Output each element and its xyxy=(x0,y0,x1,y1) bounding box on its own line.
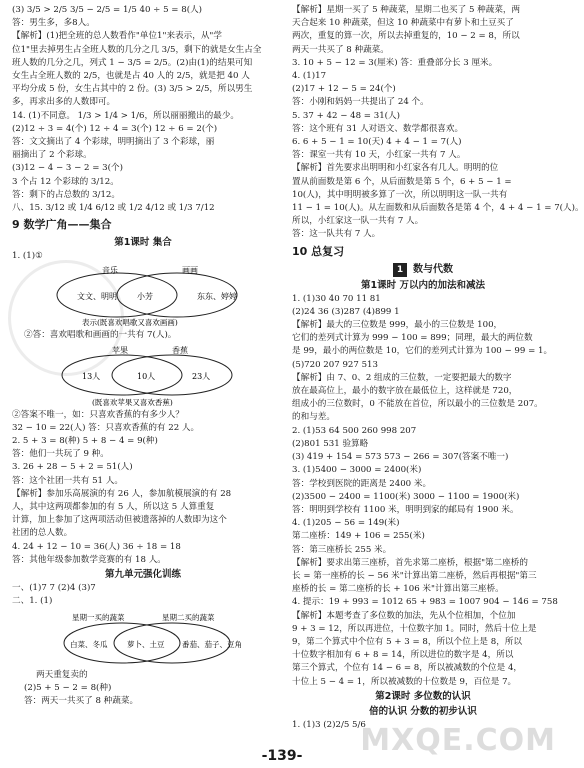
right-text-block-2 xyxy=(292,293,558,689)
text-line: 组成小的三位数时，0 不能放在首位，所以最小的三位数是 207。 xyxy=(292,399,543,410)
venn1-center-items: 小芳 xyxy=(137,292,153,302)
text-line: 答：明明到学校有 1100 米，明明到家的邮局有 1900 米。 xyxy=(292,504,519,515)
text-line: 1. (1)30 40 70 11 81 xyxy=(292,293,381,304)
text-line: 【解析】参加乐高展演的有 26 人，参加航模展演的有 28 xyxy=(12,488,232,499)
left-text-block-2 xyxy=(12,409,274,567)
venn-diagram-vegetables xyxy=(42,611,252,667)
section-10-title: 10 总复习 xyxy=(292,244,345,258)
text-line: 【解析】由 7、0、2 组成的三位数，一定要把最大的数字 xyxy=(292,372,512,383)
text-line: (3)12 − 4 − 3 − 2 = 3(个) xyxy=(12,163,123,174)
text-line: 【解析】(1)把全班的总人数看作"单位1"来表示，从"学 xyxy=(12,31,222,42)
text-line: 【解析】首先要求出明明和小红家各有几人。明明的位 xyxy=(292,163,499,174)
text-line: 3. 10 + 5 − 12 = 3(厘米) 答：重叠部分长 3 厘米。 xyxy=(292,57,498,68)
text-line: 女生占全班人数的 2/5，也就是占 40 人的 2/5，就是把 40 人 xyxy=(12,71,250,82)
venn2-caption: (既喜欢苹果又喜欢香蕉) xyxy=(92,397,173,407)
text-line: 第三个算式，个位有 14 − 6 = 8，所以被减数的个位是 4， xyxy=(292,663,523,674)
text-line: ②答案不唯一，如：只喜欢香蕉的有多少人？ xyxy=(12,409,184,420)
venn1-caption: 表示(既喜欢唱歌又喜欢画画) xyxy=(82,318,178,328)
watermark-logo: MXQE.COM xyxy=(360,723,556,758)
text-line: 八、15. 3/12 或 1/4 6/12 或 1/2 4/12 或 1/3 7/12 xyxy=(12,203,215,214)
venn3-center-items: 萝卜、土豆 xyxy=(127,639,165,649)
text-line: 4. 提示：19 + 993 = 1012 65 + 983 = 1007 904 − 146 = 758 xyxy=(292,597,558,608)
text-line: 32 − 10 = 22(人) 答：只喜欢香蕉的有 22 人。 xyxy=(12,422,200,433)
text-line: 3. (1)5400 − 3000 = 2400(米) xyxy=(292,465,422,476)
badge-number: 1 xyxy=(393,263,407,277)
q1-line: ②答：喜欢唱歌和画画的一共有 7(人)。 xyxy=(24,330,177,341)
text-line: 答：这个社团一共有 51 人。 xyxy=(12,475,123,486)
venn-diagram-fruit xyxy=(42,345,252,407)
venn3-left-label: 星期一买的蔬菜 xyxy=(72,612,125,622)
text-line: 4. 24 + 12 − 10 = 36(人) 36 ÷ 18 = 18 xyxy=(12,541,181,552)
venn2-right-count: 23人 xyxy=(192,371,211,381)
venn-diagram-music-art xyxy=(42,265,252,327)
text-line: 答：小刚和妈妈一共提出了 24 个。 xyxy=(292,97,429,108)
text-line: (2)3500 − 2400 = 1100(米) 3000 − 1100 = 1900(米) xyxy=(292,491,520,502)
text-line: 十位数字相加有 6 + 8 = 14，所以进位的数字是 4，所以 xyxy=(292,650,514,661)
text-line: (2)17 + 12 − 5 = 24(个) xyxy=(292,84,396,95)
venn3-right-label: 星期二买的蔬菜 xyxy=(162,612,215,622)
left-column xyxy=(12,4,274,708)
text-line: 答：男生多，多8人。 xyxy=(12,18,95,29)
venn3-right-items: 番茄、茄子、豆角 xyxy=(182,639,242,649)
text-line: 两次，重复的算一次，所以去掉重复的，10 − 2 = 8，所以 xyxy=(292,31,520,42)
text-line: 人，其中这两项都参加的有 5 人，所以这 5 人算重复 xyxy=(12,502,215,513)
text-line: 天合起来 10 种蔬菜，但这 10 种蔬菜中有萝卜和土豆买了 xyxy=(292,18,514,29)
text-line: 丽摘出了 2 个彩球。 xyxy=(12,150,92,161)
text-line: 1. (1)3 (2)2/5 5/6 xyxy=(292,719,366,730)
text-line: 计算，加上参加了这两项活动但被遗落掉的人数即为这个 xyxy=(12,515,227,526)
venn3-left-items: 白菜、冬瓜 xyxy=(70,639,108,649)
text-line: 答：两天一共买了 8 种蔬菜。 xyxy=(24,695,139,706)
text-line: 10(人)，其中明明被多算了一次，所以明明这一队一共有 xyxy=(292,189,508,200)
page-number: -139- xyxy=(261,748,303,764)
venn1-right-label: 画画 xyxy=(182,266,198,276)
venn1-left-label: 音乐 xyxy=(102,266,118,276)
venn2-left-label: 苹果 xyxy=(112,345,128,355)
text-line: 9，第二个算式中个位有 5 + 3 = 8，所以个位上是 8，所以 xyxy=(292,636,523,647)
text-line: 答：他们一共玩了 9 种。 xyxy=(12,449,109,460)
text-line: 答：这个班有 31 人对语文、数学都很喜欢。 xyxy=(292,123,464,134)
right-text-block xyxy=(292,4,584,242)
text-line: 14. (1)不同意。 1/3 > 1/4 > 1/6，所以丽丽搬出的最少。 xyxy=(12,110,240,121)
text-line: 位1"里去掉男生占全班人数的几分之几 3/5，剩下的就是女生占全 xyxy=(12,44,262,55)
text-line: 社团的总人数。 xyxy=(12,528,73,539)
venn1-left-items: 文文、明明 xyxy=(77,292,117,302)
section-9-title: 9 数学广角——集合 xyxy=(12,218,112,232)
text-line: 9 + 3 = 12，所以再进位，十位数字加 1。同时，然后十位上是 xyxy=(292,623,537,634)
text-line: 答：第三座桥长 255 米。 xyxy=(292,544,392,555)
sub-section-heading xyxy=(292,262,554,278)
text-line: 【解析】要求出第三座桥，首先求第二座桥，根据"第二座桥的 xyxy=(292,557,528,568)
text-line: 十位上 5 − 4 = 1，所以被减数的十位数是 9，百位是 7。 xyxy=(292,676,517,687)
text-line: 2. 5 + 3 = 8(种) 5 + 8 − 4 = 9(种) xyxy=(12,436,158,447)
text-line: 第二座桥：149 + 106 = 255(米) xyxy=(292,531,425,542)
left-text-block xyxy=(12,4,274,215)
text-line: 所以，小红家这一队一共有 7 人。 xyxy=(292,216,424,227)
text-line: 放在最高位上，最小的数字放在最低位上，这样就是 720， xyxy=(292,386,518,397)
text-line: 答：这一队共有 7 人。 xyxy=(292,229,381,240)
text-line: 答：学校到医院的距离是 2400 米。 xyxy=(292,478,432,489)
review-lesson-2-subtitle: 倍的认识 分数的初步认识 xyxy=(369,705,477,717)
text-line: (2)5 + 5 − 2 = 8(种) xyxy=(24,682,112,693)
venn2-right-label: 香蕉 xyxy=(172,345,188,355)
text-line: 它们的差列式计算为 999 − 100 = 899；同理，最大的两位数 xyxy=(292,333,533,344)
text-line: 置从前面数是第 6 个，从后面数是第 5 个，6 + 5 − 1 = xyxy=(292,176,512,187)
text-line: 5. 37 + 42 − 48 = 31(人) xyxy=(292,110,400,121)
text-line: 答：其他年级参加数学竞赛的有 18 人。 xyxy=(12,554,166,565)
text-line: 一、(1)7 7 (2)4 (3)7 xyxy=(12,583,96,594)
text-line: 答：课室一共有 10 天，小红家一共有 7 人。 xyxy=(292,150,466,161)
text-line: 多，再求出多的人数即可。 xyxy=(12,97,116,108)
text-line: 2. (1)53 64 500 260 998 207 xyxy=(292,425,417,436)
text-line: (2)12 ÷ 3 = 4(个) 12 ÷ 4 = 3(个) 12 ÷ 6 = 2(个) xyxy=(12,123,218,134)
text-line: 4. (1)17 xyxy=(292,71,327,82)
text-line: 4. (1)205 − 56 = 149(米) xyxy=(292,518,400,529)
q1-line: 1. (1)① xyxy=(12,251,43,262)
text-line: 两天重复卖的 xyxy=(36,669,88,680)
text-line: 【解析】本题考查了多位数的加法，先从个位相加，个位加 xyxy=(292,610,516,621)
right-column xyxy=(292,4,584,732)
text-line: 答：剩下的占总数的 3/12。 xyxy=(12,189,120,200)
text-line: 【解析】最大的三位数是 999，最小的三位数是 100， xyxy=(292,320,503,331)
lesson-1-title: 第1课时 集合 xyxy=(114,237,172,249)
text-line: (3) 419 + 154 = 573 573 − 266 = 307(答案不唯一) xyxy=(292,452,509,463)
venn2-left-count: 13人 xyxy=(82,371,101,381)
text-line: 【解析】星期一买了 5 种蔬菜，星期二也买了 5 种蔬菜，两 xyxy=(292,5,521,15)
text-line: 平均分成 5 份，女生占其中的 2 份。(3) 3/5 > 2/5，所以男生 xyxy=(12,84,253,95)
text-line: 两天一共买了 8 种蔬菜。 xyxy=(292,44,389,55)
text-line: (2)24 36 (3)287 (4)899 1 xyxy=(292,306,400,317)
review-lesson-1-title: 第1课时 万以内的加法和减法 xyxy=(361,279,485,291)
text-line: 3. 26 + 28 − 5 + 2 = 51(人) xyxy=(12,462,133,473)
text-line: 3 个占 12 个彩球的 3/12。 xyxy=(12,176,119,187)
sub-section-title: 数与代数 xyxy=(413,263,453,275)
text-line: 座桥的长 = 第二座桥的长 + 106 米"计算出第三座桥。 xyxy=(292,584,504,595)
venn1-right-items: 东东、婷婷 xyxy=(197,292,237,302)
text-line: 的和与差。 xyxy=(292,412,335,423)
text-line: 6. 6 + 5 − 1 = 10(天) 4 + 4 − 1 = 7(人) xyxy=(292,137,462,148)
text-line: 是 99，最小的两位数是 10，它们的差列式计算为 100 − 99 = 1。 xyxy=(292,346,553,357)
text-line: 答：文文摘出了 4 个彩球，明明摘出了 3 个彩球，丽 xyxy=(12,137,215,148)
text-line: (2)801 531 验算略 xyxy=(292,438,369,449)
text-line: 长 = 第一座桥的长 − 56 米"计算出第二座桥，然后再根据"第三 xyxy=(292,570,537,581)
text-line: 11 − 1 = 10(人)。从左面数和从后面数各是第 4 个，4 + 4 − 1 = 7(人)。 xyxy=(292,203,584,214)
text-line: (3) 3/5 > 2/5 3/5 − 2/5 = 1/5 40 ÷ 5 = 8(人) xyxy=(12,5,203,15)
unit-9-title: 第九单元强化训练 xyxy=(104,569,181,581)
text-line: 班人数的几分之几，列式 1 − 3/5 = 2/5。(2)由(1)的结果可知 xyxy=(12,57,253,68)
text-line: (5)720 207 927 513 xyxy=(292,359,378,370)
text-line: 二、1. (1) xyxy=(12,596,53,607)
venn2-center-count: 10人 xyxy=(137,371,156,381)
review-lesson-2-title: 第2课时 多位数的认识 xyxy=(375,690,471,702)
